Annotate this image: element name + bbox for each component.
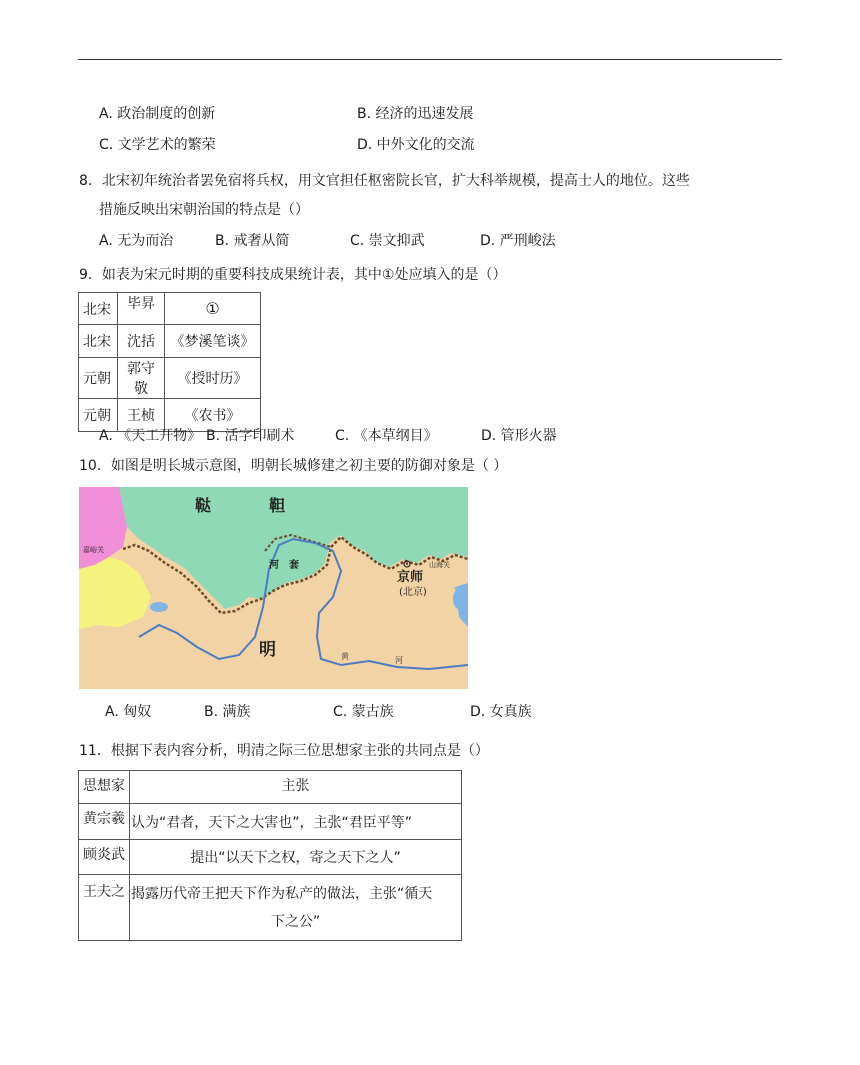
table-cell: 元朝 bbox=[79, 358, 118, 399]
map-label-beijing: (北京) bbox=[399, 587, 427, 598]
table-cell-line: 揭露历代帝王把天下作为私产的做法，主张“循天 bbox=[131, 885, 433, 902]
q8-stem-line1: 8．北宋初年统治者罢免宿将兵权，用文官担任枢密院长官，扩大科举规模，提高士人的地位。这些 bbox=[79, 173, 690, 189]
table-row bbox=[79, 875, 462, 941]
q8-option-d[interactable]: D. 严刑峻法 bbox=[480, 233, 556, 249]
table-cell bbox=[130, 875, 462, 941]
map-label-huanghe-1: 黄 bbox=[341, 652, 349, 661]
lake bbox=[150, 602, 168, 612]
q7-option-c[interactable]: C. 文学艺术的繁荣 bbox=[99, 137, 216, 153]
map-label-hetao-2: 套 bbox=[289, 560, 299, 571]
q7-option-b[interactable]: B. 经济的迅速发展 bbox=[357, 106, 474, 122]
q8-option-b[interactable]: B. 戒奢从简 bbox=[215, 233, 290, 249]
q7-option-a[interactable]: A. 政治制度的创新 bbox=[99, 106, 216, 122]
q8-option-a[interactable]: A. 无为而治 bbox=[99, 233, 174, 249]
table-cell: 认为“君者，天下之大害也”，主张“君臣平等” bbox=[130, 804, 462, 840]
table-cell: 顾炎武 bbox=[79, 840, 130, 875]
q9-stem: 9．如表为宋元时期的重要科技成果统计表，其中①处应填入的是（） bbox=[79, 267, 507, 283]
map-label-huanghe-2: 河 bbox=[395, 656, 403, 665]
table-header-thinker: 思想家 bbox=[79, 771, 130, 804]
q10-option-b[interactable]: B. 满族 bbox=[204, 704, 251, 720]
table-row bbox=[79, 771, 462, 804]
table-cell: 沈括 bbox=[118, 325, 165, 358]
table-cell: 王夫之 bbox=[79, 875, 130, 941]
map-label-jiayuguan: 嘉峪关 bbox=[83, 546, 104, 554]
map-label-dada-2: 靼 bbox=[269, 496, 286, 515]
table-row bbox=[79, 325, 261, 358]
map-label-jingshi: 京师 bbox=[397, 570, 424, 585]
map-label-shanhaiguan: 山海关 bbox=[429, 561, 450, 569]
table-row bbox=[79, 293, 261, 325]
q9-table bbox=[78, 292, 261, 432]
table-cell: 提出“以天下之权，寄之天下之人” bbox=[130, 840, 462, 875]
capital-marker-dot bbox=[406, 563, 408, 565]
q8-option-c[interactable]: C. 崇文抑武 bbox=[350, 233, 425, 249]
q11-stem: 11．根据下表内容分析，明清之际三位思想家主张的共同点是（） bbox=[79, 743, 489, 759]
table-row bbox=[79, 358, 261, 399]
table-cell: 元朝 bbox=[79, 399, 118, 432]
map-label-dada-1: 鞑 bbox=[195, 496, 212, 515]
header-rule bbox=[78, 59, 782, 60]
ming-great-wall-map bbox=[79, 487, 468, 689]
q10-option-a[interactable]: A. 匈奴 bbox=[105, 704, 152, 720]
table-header-view: 主张 bbox=[130, 771, 462, 804]
table-cell: 黄宗羲 bbox=[79, 804, 130, 840]
table-cell: 《农书》 bbox=[165, 399, 261, 432]
q9-option-d[interactable]: D. 管形火器 bbox=[481, 428, 557, 444]
map-label-ming: 明 bbox=[259, 640, 276, 660]
table-cell: 北宋 bbox=[79, 325, 118, 358]
table-cell: 王桢 bbox=[118, 399, 165, 432]
q10-option-c[interactable]: C. 蒙古族 bbox=[333, 704, 394, 720]
q7-option-d[interactable]: D. 中外文化的交流 bbox=[357, 137, 475, 153]
q9-option-b[interactable]: B. 活字印刷术 bbox=[206, 428, 295, 444]
table-cell: ① bbox=[165, 293, 261, 325]
table-cell: 《梦溪笔谈》 bbox=[165, 325, 261, 358]
table-cell: 毕昇 bbox=[118, 293, 165, 325]
q10-stem: 10．如图是明长城示意图，明朝长城修建之初主要的防御对象是（ ） bbox=[79, 458, 508, 474]
q10-option-d[interactable]: D. 女真族 bbox=[470, 704, 532, 720]
table-row bbox=[79, 840, 462, 875]
lake bbox=[453, 589, 465, 609]
q8-stem-line2: 措施反映出宋朝治国的特点是（） bbox=[99, 202, 309, 218]
table-cell-line: 下之公” bbox=[270, 913, 321, 930]
q9-option-c[interactable]: C. 《本草纲目》 bbox=[335, 428, 438, 444]
table-cell: 北宋 bbox=[79, 293, 118, 325]
table-row bbox=[79, 804, 462, 840]
q11-table bbox=[78, 770, 462, 941]
map-label-hetao-1: 河 bbox=[269, 560, 279, 571]
table-cell: 郭守敬 bbox=[118, 358, 165, 399]
table-cell: 《授时历》 bbox=[165, 358, 261, 399]
q9-option-a[interactable]: A. 《天工开物》 bbox=[99, 428, 202, 444]
